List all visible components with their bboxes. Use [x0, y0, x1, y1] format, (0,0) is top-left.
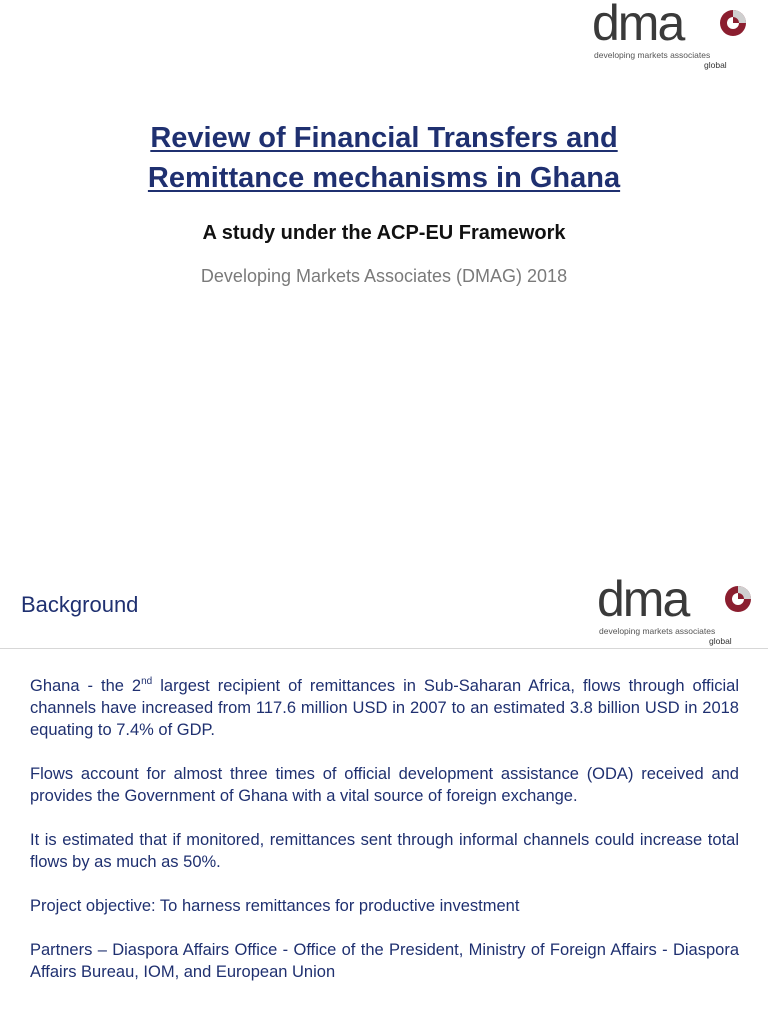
paragraph-partners: Partners – Diaspora Affairs Office - Office of the President, Ministry of Foreign Affairs - Diaspora Affairs Bureau, IOM, and European Union	[30, 941, 739, 981]
paragraph-project-objective: Project objective: To harness remittances for productive investment	[30, 897, 520, 915]
page-title	[0, 118, 768, 198]
p1-text-end: largest recipient of remittances in Sub-Saharan Africa, flows through official channels have increased from 117.6 million USD in 2007 to an estimated 3.8 billion USD in 2018 equating to 7.4% of GDP.	[30, 677, 739, 739]
dmag-logo	[597, 571, 757, 650]
p1-superscript: nd	[141, 676, 153, 687]
logo-wordmark: dma	[597, 571, 689, 627]
subtitle: A study under the ACP-EU Framework	[202, 222, 566, 244]
logo-tagline: developing markets associates	[599, 626, 716, 636]
logo-suffix: global	[704, 60, 727, 70]
divider	[0, 648, 768, 649]
logo-tagline: developing markets associates	[594, 50, 711, 60]
p1-text-start: Ghana - the 2	[30, 677, 142, 695]
body-text	[30, 675, 739, 1005]
dmag-logo	[592, 0, 752, 74]
paragraph-oda-comparison: Flows account for almost three times of official development assistance (ODA) received and provides the Government of Ghana with a vital source of foreign exchange.	[30, 765, 739, 805]
logo-swirl-icon	[718, 8, 748, 38]
logo-swirl-icon	[723, 584, 753, 614]
background-slide	[0, 562, 768, 1024]
title-line-2: Remittance mechanisms in Ghana	[147, 162, 621, 194]
paragraph-informal-channels: It is estimated that if monitored, remittances sent through informal channels could increase total flows by as much as 50%.	[30, 831, 739, 871]
logo-wordmark: dma	[592, 0, 684, 51]
section-heading: Background	[21, 592, 139, 617]
title-line-1: Review of Financial Transfers and	[150, 122, 618, 154]
logo-suffix: global	[709, 636, 732, 646]
author-line: Developing Markets Associates (DMAG) 2018	[200, 266, 568, 286]
paragraph-ghana-ranking	[30, 675, 739, 741]
